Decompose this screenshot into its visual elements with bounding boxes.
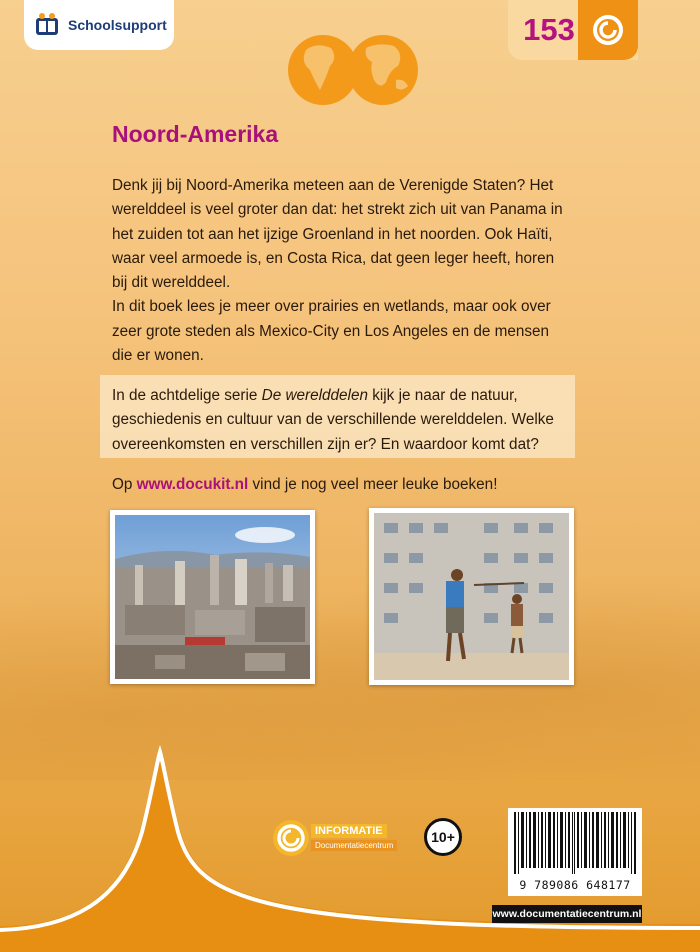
intro-paragraph-2: In dit boek lees je meer over prairies en wetlands, maar ook over zeer grote steden als Mexico-City en Los Angeles en de mensen die er wonen.: [112, 298, 551, 365]
docukit-link[interactable]: www.docukit.nl: [136, 476, 249, 493]
publisher-website[interactable]: www.documentatiecentrum.nl: [492, 905, 642, 923]
series-text-after: kijk je naar de natuur, geschiedenis en cultuur van de verschillende werelddelen. Welke overeenkomsten en verschillen zijn er? En waardoor komt dat?: [112, 387, 554, 453]
website-line: [112, 476, 497, 494]
city-photo: [110, 510, 315, 684]
informatie-label: INFORMATIE: [311, 824, 387, 838]
book-number-tab: [508, 0, 638, 60]
age-badge: 10+: [424, 818, 462, 856]
spiral-logo-icon: [591, 13, 625, 47]
series-info-box: [100, 375, 575, 458]
publisher-logo: [24, 0, 174, 50]
spiral-logo-icon: [271, 818, 311, 858]
schoolsupport-logo-icon: [34, 12, 60, 38]
publisher-name: Schoolsupport: [68, 17, 167, 33]
isbn-number: 9 789086 648177: [519, 878, 631, 892]
page-title: Noord-Amerika: [112, 121, 279, 147]
series-name: De werelddelen: [261, 387, 368, 404]
informatie-logo: [271, 818, 409, 858]
website-prefix: Op: [112, 476, 137, 493]
documentatiecentrum-label: Documentatiecentrum: [311, 840, 397, 851]
series-emblem: [578, 0, 638, 60]
intro-text: [112, 174, 572, 368]
barcode-icon: [514, 812, 636, 874]
series-text-before: In de achtdelige serie: [112, 387, 262, 404]
children-photo: [369, 508, 574, 685]
globe-icon: [286, 30, 420, 110]
intro-paragraph-1: Denk jij bij Noord-Amerika meteen aan de Verenigde Staten? Het werelddeel is veel groter dan dat: het strekt zich uit van Panama in het zuiden tot aan het ijzige Groenland in het noorden. Ook Haïti, waar veel armoede is, en Costa Rica, dat geen leger heeft, horen bij dit werelddeel.: [112, 177, 563, 292]
book-number: 153: [523, 12, 575, 47]
website-suffix: vind je nog veel meer leuke boeken!: [248, 476, 498, 493]
barcode: [508, 808, 642, 896]
